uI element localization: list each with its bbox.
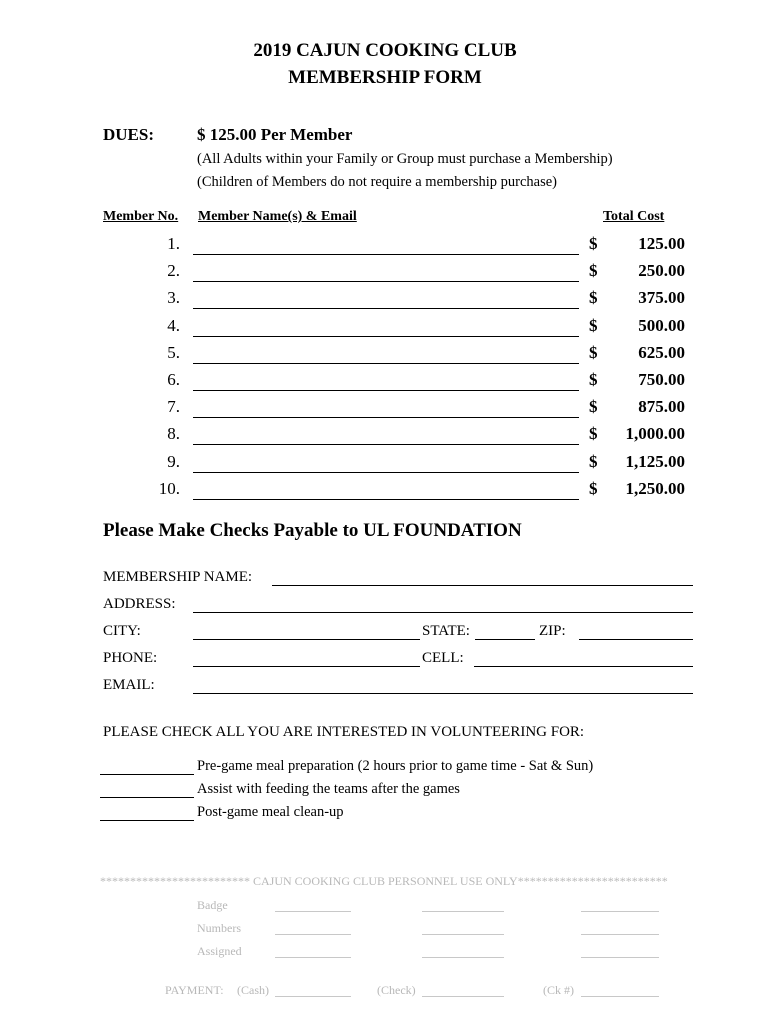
dues-note-children: (Children of Members do not require a membership purchase) — [197, 174, 557, 190]
currency-sign: $ — [589, 424, 598, 443]
payment-ck-no-line — [581, 996, 659, 997]
member-row-total-cost: 1,125.00 — [625, 452, 685, 471]
member-row-total-cost: 375.00 — [638, 288, 685, 307]
state-label: STATE: — [422, 623, 470, 639]
member-row-number: 4. — [167, 316, 180, 335]
currency-sign: $ — [589, 452, 598, 471]
membership-name-field[interactable] — [272, 585, 693, 586]
member-row-number: 1. — [167, 234, 180, 253]
cell-field[interactable] — [474, 666, 693, 667]
cell-label: CELL: — [422, 650, 464, 666]
member-row-total-cost: 625.00 — [638, 343, 685, 362]
state-field[interactable] — [475, 639, 535, 640]
numbers-line-3 — [581, 934, 659, 935]
phone-field[interactable] — [193, 666, 420, 667]
badge-line-2 — [422, 911, 504, 912]
numbers-label: Numbers — [197, 921, 241, 935]
member-row-number: 6. — [167, 370, 180, 389]
checks-payable-heading: Please Make Checks Payable to UL FOUNDATION — [103, 520, 522, 541]
address-label: ADDRESS: — [103, 596, 176, 612]
volunteer-checkbox-feeding[interactable] — [100, 797, 194, 798]
member-row-number: 10. — [158, 479, 180, 498]
assigned-line-1 — [275, 957, 351, 958]
currency-sign: $ — [589, 479, 598, 498]
header-total-cost: Total Cost — [603, 209, 665, 224]
volunteer-option-cleanup: Post-game meal clean-up — [197, 804, 344, 820]
dues-note-adults: (All Adults within your Family or Group must purchase a Membership) — [197, 151, 613, 167]
assigned-line-3 — [581, 957, 659, 958]
member-name-email-field[interactable] — [193, 363, 579, 364]
member-row-total-cost: 500.00 — [638, 316, 685, 335]
member-row-number: 9. — [167, 452, 180, 471]
assigned-line-2 — [422, 957, 504, 958]
member-name-email-field[interactable] — [193, 472, 579, 473]
member-row-number: 3. — [167, 288, 180, 307]
city-label: CITY: — [103, 623, 141, 639]
zip-field[interactable] — [579, 639, 693, 640]
member-name-email-field[interactable] — [193, 390, 579, 391]
header-member-no: Member No. — [103, 209, 179, 224]
currency-sign: $ — [589, 397, 598, 416]
member-row-total-cost: 750.00 — [638, 370, 685, 389]
city-field[interactable] — [193, 639, 420, 640]
phone-label: PHONE: — [103, 650, 158, 666]
zip-label: ZIP: — [539, 623, 566, 639]
currency-sign: $ — [589, 234, 598, 253]
dues-amount: $ 125.00 Per Member — [197, 125, 353, 144]
volunteer-heading: PLEASE CHECK ALL YOU ARE INTERESTED IN VOLUNTEERING FOR: — [103, 724, 585, 740]
membership-name-label: MEMBERSHIP NAME: — [103, 569, 253, 585]
member-row-number: 7. — [167, 397, 180, 416]
member-row-total-cost: 1,000.00 — [625, 424, 685, 443]
email-field[interactable] — [193, 693, 693, 694]
member-name-email-field[interactable] — [193, 499, 579, 500]
dues-label: DUES: — [103, 125, 155, 144]
member-name-email-field[interactable] — [193, 444, 579, 445]
member-row-total-cost: 1,250.00 — [625, 479, 685, 498]
member-name-email-field[interactable] — [193, 281, 579, 282]
payment-check-label: (Check) — [377, 983, 416, 997]
address-field[interactable] — [193, 612, 693, 613]
payment-check-line — [422, 996, 504, 997]
numbers-line-1 — [275, 934, 351, 935]
personnel-use-banner: ************************* CAJUN COOKING CLUB PERSONNEL USE ONLY************************* — [100, 874, 668, 888]
badge-line-3 — [581, 911, 659, 912]
currency-sign: $ — [589, 316, 598, 335]
payment-cash-line — [275, 996, 351, 997]
payment-ck-no-label: (Ck #) — [543, 983, 574, 997]
member-row-number: 5. — [167, 343, 180, 362]
payment-cash-label: (Cash) — [237, 983, 269, 997]
volunteer-option-pregame: Pre-game meal preparation (2 hours prior to game time - Sat & Sun) — [197, 758, 594, 774]
member-row-number: 2. — [167, 261, 180, 280]
member-row-total-cost: 875.00 — [638, 397, 685, 416]
payment-label: PAYMENT: — [165, 983, 224, 997]
member-row-number: 8. — [167, 424, 180, 443]
assigned-label: Assigned — [197, 944, 242, 958]
email-label: EMAIL: — [103, 677, 155, 693]
form-title-line1: 2019 CAJUN COOKING CLUB — [253, 40, 517, 61]
currency-sign: $ — [589, 370, 598, 389]
volunteer-checkbox-pregame[interactable] — [100, 774, 194, 775]
volunteer-checkbox-cleanup[interactable] — [100, 820, 194, 821]
member-name-email-field[interactable] — [193, 254, 579, 255]
currency-sign: $ — [589, 343, 598, 362]
form-title-line2: MEMBERSHIP FORM — [288, 67, 482, 88]
header-member-name-email: Member Name(s) & Email — [198, 209, 357, 224]
badge-label: Badge — [197, 898, 228, 912]
member-row-total-cost: 125.00 — [638, 234, 685, 253]
member-name-email-field[interactable] — [193, 308, 579, 309]
currency-sign: $ — [589, 261, 598, 280]
currency-sign: $ — [589, 288, 598, 307]
member-name-email-field[interactable] — [193, 417, 579, 418]
member-name-email-field[interactable] — [193, 336, 579, 337]
numbers-line-2 — [422, 934, 504, 935]
badge-line-1 — [275, 911, 351, 912]
member-row-total-cost: 250.00 — [638, 261, 685, 280]
volunteer-option-feeding: Assist with feeding the teams after the games — [197, 781, 460, 797]
